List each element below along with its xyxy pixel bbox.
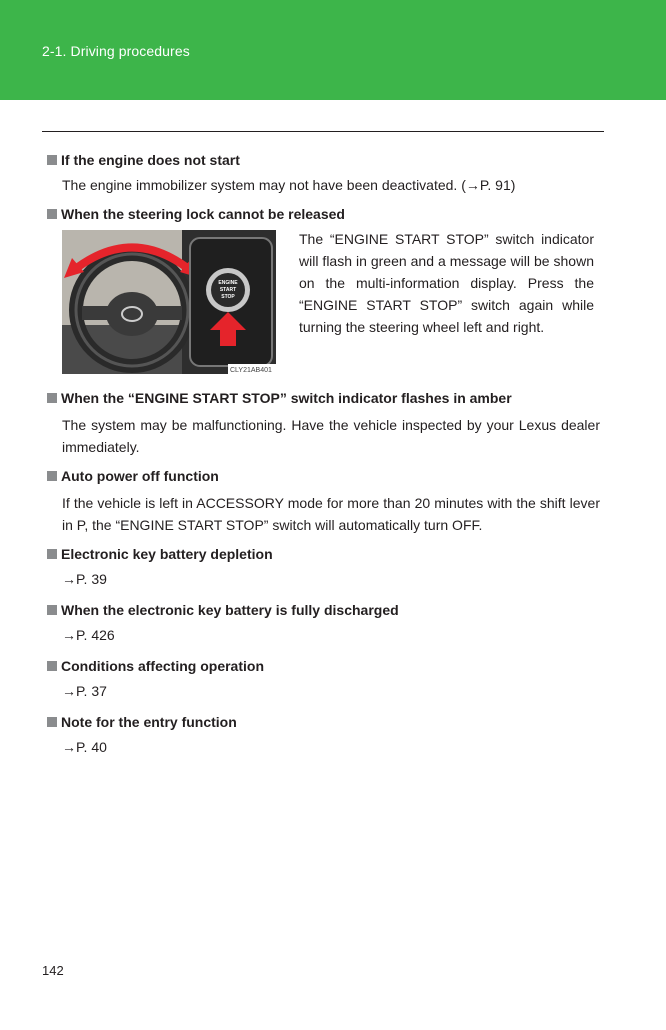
section-body: If the vehicle is left in ACCESSORY mode for more than 20 minutes with the shift lever in P, the “ENGINE START STOP” switch will automatically turn OFF. bbox=[62, 495, 600, 533]
heading-text: When the “ENGINE START STOP” switch indicator flashes in amber bbox=[61, 390, 512, 406]
page-number: 142 bbox=[42, 963, 64, 978]
steering-wheel-photo bbox=[62, 230, 276, 374]
section-heading bbox=[47, 202, 600, 226]
bullet-square-icon bbox=[47, 605, 57, 615]
steering-photo-illustration bbox=[62, 230, 276, 374]
bullet-square-icon bbox=[47, 155, 57, 165]
section-heading bbox=[47, 464, 600, 488]
main-content bbox=[47, 148, 600, 760]
heading-text: Auto power off function bbox=[61, 468, 219, 484]
section-body: The “ENGINE START STOP” switch indicator will flash in green and a message will be shown on the multi-information display. Press the “ENGINE START STOP” switch again while turning the steering wheel left and right. bbox=[299, 231, 594, 335]
heading-text: Note for the entry function bbox=[61, 714, 237, 730]
section-label: 2-1. Driving procedures bbox=[42, 43, 190, 59]
bullet-square-icon bbox=[47, 393, 57, 403]
heading-text: Electronic key battery depletion bbox=[61, 546, 273, 562]
section-heading bbox=[47, 386, 600, 410]
page-reference: →P. 37 bbox=[62, 683, 107, 699]
bullet-square-icon bbox=[47, 209, 57, 219]
section-body: The system may be malfunctioning. Have the vehicle inspected by your Lexus dealer immediately. bbox=[62, 417, 600, 455]
heading-text: When the steering lock cannot be released bbox=[61, 206, 345, 222]
heading-text: Conditions affecting operation bbox=[61, 658, 264, 674]
page-reference: →P. 426 bbox=[62, 627, 115, 643]
button-label-line: ENGINE bbox=[218, 280, 238, 286]
bullet-square-icon bbox=[47, 471, 57, 481]
figure-row bbox=[62, 230, 600, 374]
section-heading bbox=[47, 542, 600, 566]
button-label-line: STOP bbox=[221, 294, 235, 300]
bullet-square-icon bbox=[47, 661, 57, 671]
heading-text: If the engine does not start bbox=[61, 152, 240, 168]
section-heading bbox=[47, 654, 600, 678]
button-label-line: START bbox=[219, 287, 237, 293]
heading-text: When the electronic key battery is fully discharged bbox=[61, 602, 399, 618]
section-heading bbox=[47, 598, 600, 622]
header-band bbox=[0, 0, 666, 100]
bullet-square-icon bbox=[47, 549, 57, 559]
section-body: The engine immobilizer system may not have been deactivated. (→P. 91) bbox=[62, 177, 516, 193]
page-reference: →P. 39 bbox=[62, 571, 107, 587]
bullet-square-icon bbox=[47, 717, 57, 727]
image-caption: CLY21AB401 bbox=[230, 367, 272, 374]
section-heading bbox=[47, 148, 600, 172]
page-reference: →P. 40 bbox=[62, 739, 107, 755]
section-heading bbox=[47, 710, 600, 734]
divider-rule bbox=[42, 131, 604, 132]
